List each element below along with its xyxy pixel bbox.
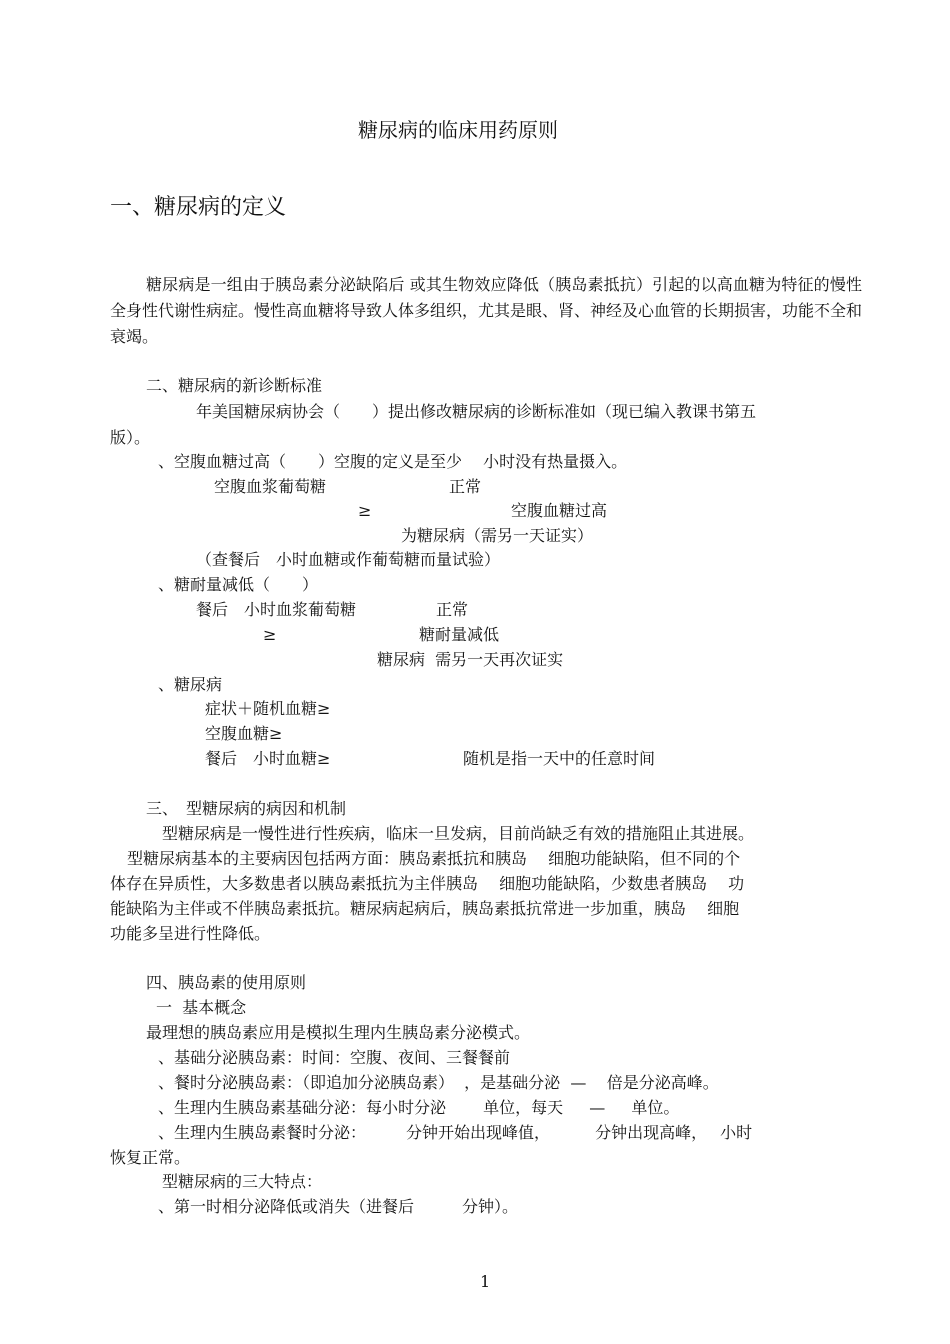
criteria1-line1-label: 空腹血浆葡萄糖 [214,477,327,496]
criteria2-line1-result: 正常 [436,600,469,619]
section2-intro-line1: 年美国糖尿病协会（ ）提出修改糖尿病的诊断标准如（现已编入教课书第五 [196,402,757,421]
criteria1-line2-symbol: ≥ [358,501,372,520]
section4-feature1: 、第一时相分泌降低或消失（进餐后 分钟）。 [158,1197,519,1216]
section4-item3: 、生理内生胰岛素基础分泌：每小时分泌 单位，每天 — 单位。 [158,1098,680,1117]
section3-line4: 能缺陷为主伴或不伴胰岛素抵抗。糖尿病起病后，胰岛素抵抗常进一步加重，胰岛 细胞 [110,899,740,918]
criteria2-title: 、糖耐量减低（ ） [158,575,319,594]
criteria1-line3: 为糖尿病（需另一天证实） [401,526,594,545]
criteria2-line1-label: 餐后 小时血浆葡萄糖 [196,600,357,619]
criteria3-title: 、糖尿病 [158,675,223,694]
section4-item4-cont: 恢复正常。 [110,1148,191,1167]
criteria2-line3: 糖尿病 需另一天再次证实 [377,650,564,669]
section4-features-heading: 型糖尿病的三大特点： [162,1172,323,1191]
criteria1-line2-result: 空腹血糖过高 [511,501,608,520]
criteria3-line3-label: 餐后 小时血糖≥ [205,749,331,768]
criteria3-line3-note: 随机是指一天中的任意时间 [463,749,656,768]
criteria1-note: （查餐后 小时血糖或作葡萄糖而量试验） [196,550,501,569]
section4-concept: 最理想的胰岛素应用是模拟生理内生胰岛素分泌模式。 [146,1023,531,1042]
criteria2-line2-symbol: ≥ [263,625,277,644]
section4-item1: 、基础分泌胰岛素：时间：空腹、夜间、三餐餐前 [158,1048,511,1067]
page-number: 1 [480,1272,491,1291]
criteria1-title: 、空腹血糖过高（ ）空腹的定义是至少 小时没有热量摄入。 [158,452,628,471]
section3-heading: 三、 型糖尿病的病因和机制 [146,799,347,818]
section3-line1: 型糖尿病是一慢性进行性疾病，临床一旦发病，目前尚缺乏有效的措施阻止其进展。 [162,824,755,843]
section4-item4: 、生理内生胰岛素餐时分泌： 分钟开始出现峰值， 分钟出现高峰， 小时 [158,1123,753,1142]
section3-line3: 体存在异质性，大多数患者以胰岛素抵抗为主伴胰岛 细胞功能缺陷，少数患者胰岛 功 [110,874,745,893]
section1-heading: 一、糖尿病的定义 [110,195,287,220]
criteria2-line2-result: 糖耐量减低 [419,625,500,644]
section1-paragraph: 糖尿病是一组由于胰岛素分泌缺陷后 或其生物效应降低（胰岛素抵抗）引起的以高血糖为特征的慢性全身性代谢性病症。慢性高血糖将导致人体多组织，尤其是眼、肾、神经及心血管的长期损害，功能不全和衰竭。 [110,275,863,346]
section3-line5: 功能多呈进行性降低。 [110,924,271,943]
criteria3-line1: 症状＋随机血糖≥ [205,699,331,718]
section2-heading: 二、糖尿病的新诊断标准 [146,376,323,395]
criteria1-line1-result: 正常 [449,477,482,496]
section4-heading: 四、胰岛素的使用原则 [146,973,307,992]
section4-item2: 、餐时分泌胰岛素：（即追加分泌胰岛素） ，是基础分泌 — 倍是分泌高峰。 [158,1073,719,1092]
section3-line2: 型糖尿病基本的主要病因包括两方面：胰岛素抵抗和胰岛 细胞功能缺陷，但不同的个 [127,849,741,868]
section4-subheading: 一 基本概念 [156,998,247,1017]
section2-intro-line2: 版）。 [110,428,151,447]
page-title: 糖尿病的临床用药原则 [358,118,558,142]
criteria3-line2: 空腹血糖≥ [205,724,283,743]
